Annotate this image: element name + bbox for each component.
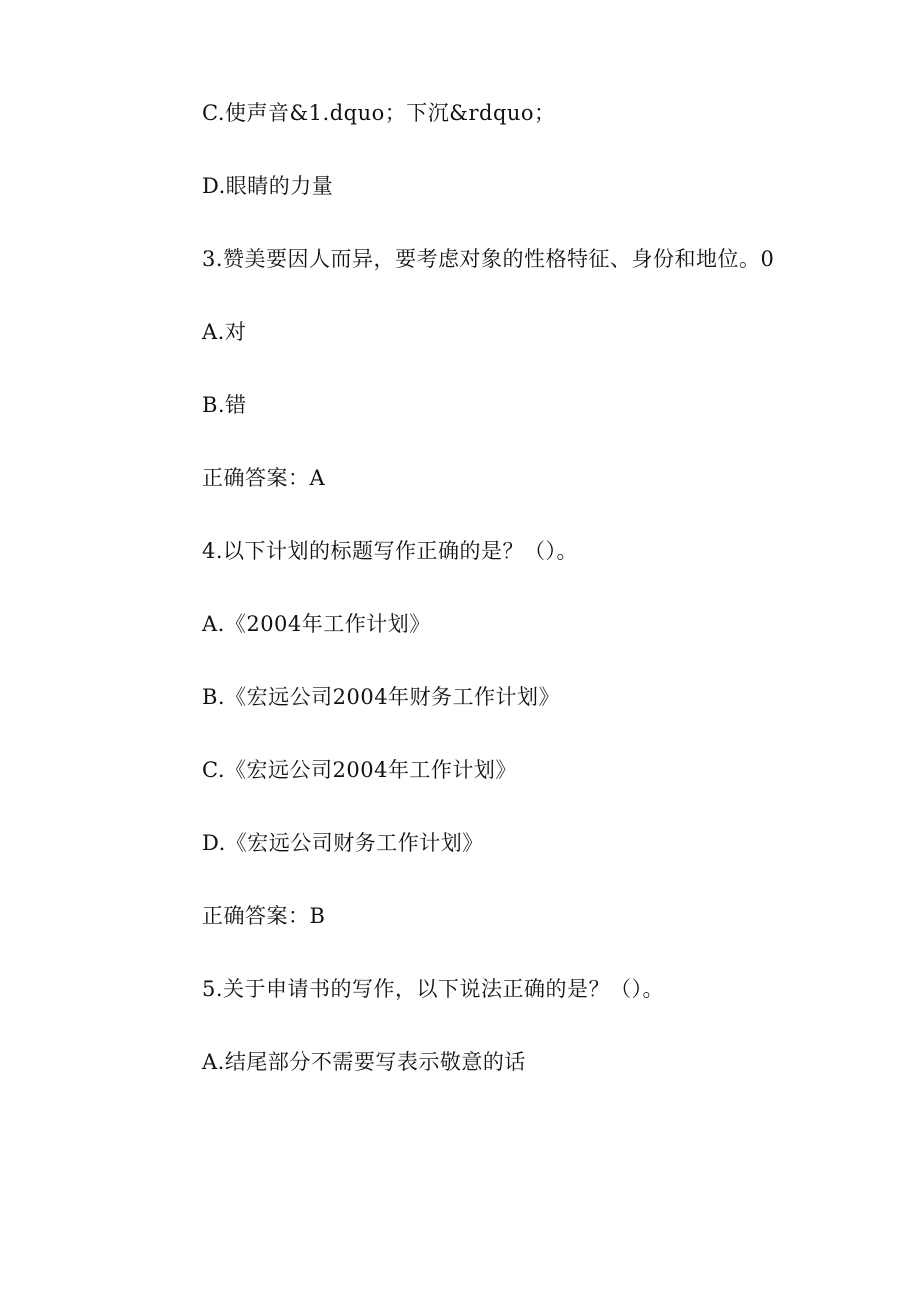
option-b-q3: B.错 xyxy=(202,393,247,417)
option-d-q4: D.《宏远公司财务工作计划》 xyxy=(202,831,484,855)
option-c-q2: C.使声音&1.dquo；下沉&rdquo； xyxy=(202,101,556,125)
option-b-q4: B.《宏远公司2004年财务工作计划》 xyxy=(202,685,561,709)
option-a-q4: A.《2004年工作计划》 xyxy=(202,612,431,636)
question-3: 3.赞美要因人而异，要考虑对象的性格特征、身份和地位。0 xyxy=(202,247,775,271)
option-d-q2: D.眼睛的力量 xyxy=(202,174,334,198)
question-4: 4.以下计划的标题写作正确的是？（）。 xyxy=(202,539,579,563)
answer-q3: 正确答案：A xyxy=(202,466,326,490)
option-a-q3: A.对 xyxy=(202,320,247,344)
question-5: 5.关于申请书的写作，以下说法正确的是？（）。 xyxy=(202,977,665,1001)
option-c-q4: C.《宏远公司2004年工作计划》 xyxy=(202,758,517,782)
option-a-q5: A.结尾部分不需要写表示敬意的话 xyxy=(202,1050,526,1074)
answer-q4: 正确答案：B xyxy=(202,904,326,928)
